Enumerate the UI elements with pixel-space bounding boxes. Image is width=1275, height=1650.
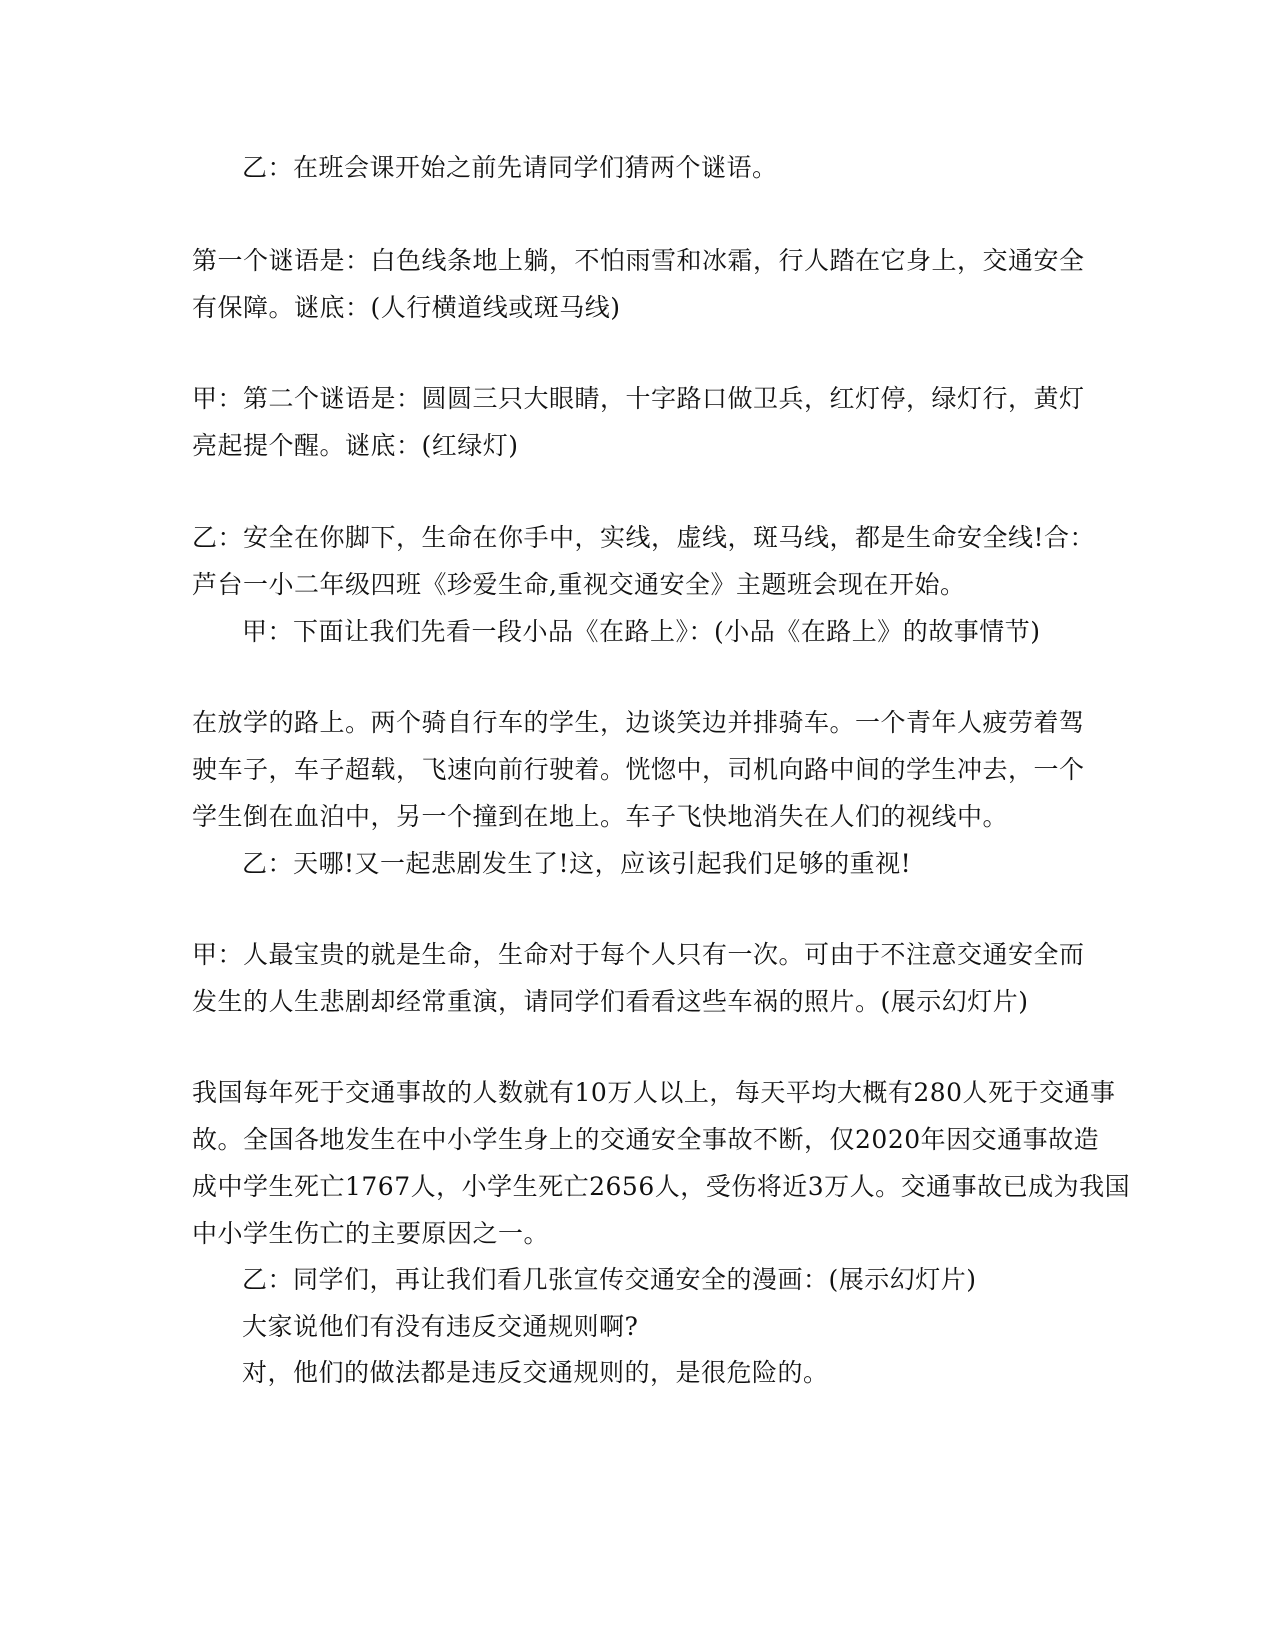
text-line: 在放学的路上。两个骑自行车的学生，边谈笑边并排骑车。一个青年人疲劳着驾 <box>192 708 1085 737</box>
text-line: 亮起提个醒。谜底：(红绿灯) <box>192 431 519 460</box>
text-line: 我国每年死于交通事故的人数就有10万人以上，每天平均大概有280人死于交通事 <box>192 1078 1116 1107</box>
text-line: 甲：第二个谜语是：圆圆三只大眼睛，十字路口做卫兵，红灯停，绿灯行，黄灯 <box>192 384 1085 413</box>
text-line: 故。全国各地发生在中小学生身上的交通安全事故不断，仅2020年因交通事故造 <box>192 1125 1100 1154</box>
text-line: 乙：天哪!又一起悲剧发生了!这，应该引起我们足够的重视! <box>242 849 912 878</box>
text-line: 甲：下面让我们先看一段小品《在路上》：(小品《在路上》的故事情节) <box>242 617 1041 646</box>
text-line: 成中学生死亡1767人，小学生死亡2656人，受伤将近3万人。交通事故已成为我国 <box>192 1172 1131 1201</box>
text-line: 大家说他们有没有违反交通规则啊? <box>242 1312 639 1341</box>
text-line: 驶车子，车子超载，飞速向前行驶着。恍惚中，司机向路中间的学生冲去，一个 <box>192 755 1085 784</box>
text-line: 中小学生伤亡的主要原因之一。 <box>192 1219 550 1248</box>
text-line: 乙：安全在你脚下，生命在你手中，实线，虚线，斑马线，都是生命安全线!合： <box>192 523 1096 552</box>
text-line: 第一个谜语是：白色线条地上躺，不怕雨雪和冰霜，行人踏在它身上，交通安全 <box>192 246 1085 275</box>
text-line: 发生的人生悲剧却经常重演，请同学们看看这些车祸的照片。(展示幻灯片) <box>192 987 1029 1016</box>
text-line: 有保障。谜底：(人行横道线或斑马线) <box>192 293 621 322</box>
text-line: 对，他们的做法都是违反交通规则的，是很危险的。 <box>242 1358 829 1387</box>
text-line: 学生倒在血泊中，另一个撞到在地上。车子飞快地消失在人们的视线中。 <box>192 802 1009 831</box>
text-line: 芦台一小二年级四班《珍爱生命,重视交通安全》主题班会现在开始。 <box>192 570 966 599</box>
text-line: 乙：同学们，再让我们看几张宣传交通安全的漫画：(展示幻灯片) <box>242 1265 977 1294</box>
text-line: 乙：在班会课开始之前先请同学们猜两个谜语。 <box>242 153 778 182</box>
text-line: 甲：人最宝贵的就是生命，生命对于每个人只有一次。可由于不注意交通安全而 <box>192 940 1085 969</box>
